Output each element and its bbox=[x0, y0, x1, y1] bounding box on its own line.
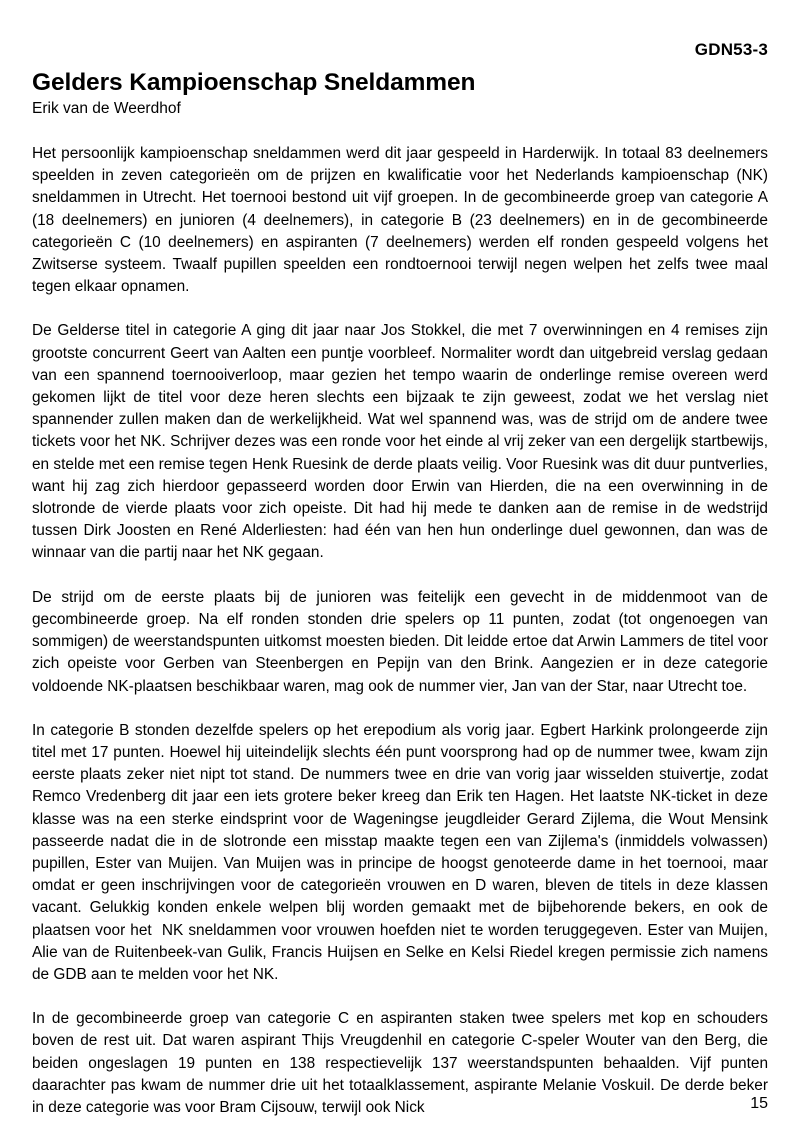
page-number: 15 bbox=[750, 1095, 768, 1112]
body-paragraph: De strijd om de eerste plaats bij de junioren was feitelijk een gevecht in de middenmoot van de gecombineerde groep. Na elf ronden stonden drie spelers op 11 punten, zodat (tot ongenoegen van sommigen) de weerstandspunten uitkomst moesten bieden. Dit leidde ertoe dat Arwin Lammers de titel voor zich opeiste voor Gerben van Steenbergen en Pepijn van den Brink. Aangezien er in deze categorie voldoende NK-plaatsen beschikbaar waren, mag ook de nummer vier, Jan van der Star, naar Utrecht toe. bbox=[32, 588, 773, 695]
page-title: Gelders Kampioenschap Sneldammen bbox=[32, 69, 476, 96]
body-paragraph: In de gecombineerde groep van categorie C en aspiranten staken twee spelers met kop en schouders boven de rest uit. Dat waren aspirant Thijs Vreugdenhil en categorie C-speler Wouter van den Berg, die beiden ongeslagen 19 punten en 138 respectievelijk 137 weerstandspunten behaalden. Vijf punten daarachter pas kwam de nummer drie uit het totaalklassement, aspirante Melanie Voskuil. De derde beker in deze categorie was voor Bram Cijsouw, terwijl ook Nick bbox=[32, 1010, 773, 1116]
body-paragraph: De Gelderse titel in categorie A ging dit jaar naar Jos Stokkel, die met 7 overwinningen en 4 remises zijn grootste concurrent Geert van Aalten een puntje voorbleef. Normaliter wordt dan uitgebreid verslag gedaan van een spannend toernooiverloop, maar gezien het tempo waarin de onderlinge remise overeen werd gekomen lijkt de titel voor deze heren slechts een bijzaak te zijn geweest, zodat we het verslag niet spannender zullen maken dan de werkelijkheid. Wat wel spannend was, was de strijd om de andere twee tickets voor het NK. Schrijver dezes was een ronde voor het einde al vrij zeker van een dergelijk startbewijs, en stelde met een remise tegen Henk Ruesink de derde plaats veilig. Voor Ruesink was dit duur puntverlies, want hij zag zich hierdoor gepasseerd worden door Erwin van Hierden, die na een overwinning in de slotronde de vierde plaats voor zich opeiste. Dit had hij mede te danken aan de remise in de wedstrijd tussen Dirk Joosten en René Alderliesten: had één van hen hun onderlinge duel gewonnen, dan was de winnaar van die partij naar het NK gegaan. bbox=[32, 322, 773, 562]
title-block bbox=[32, 69, 768, 119]
body-paragraph: Het persoonlijk kampioenschap sneldammen werd dit jaar gespeeld in Harderwijk. In totaal 83 deelnemers speelden in zeven categorieën om de prijzen en kwalificatie voor het Nederlands kampioenschap (NK) sneldammen in Utrecht. Het toernooi bestond uit vijf groepen. In de gecombineerde groep van categorie A (18 deelnemers) en junioren (4 deelnemers), in categorie B (23 deelnemers) en in de gecombineerde categorieën C (10 deelnemers) en aspiranten (7 deelnemers) werden elf ronden gespeeld volgens het Zwitserse systeem. Twaalf pupillen speelden een rondtoernooi terwijl negen welpen het zelfs twee maal tegen elkaar opnamen. bbox=[32, 145, 773, 296]
body-paragraph: In categorie B stonden dezelfde spelers op het erepodium als vorig jaar. Egbert Harkink prolongeerde zijn titel met 17 punten. Hoewel hij uiteindelijk slechts één punt voorsprong had op de nummer twee, kwam zijn eerste plaats zeker niet nipt tot stand. De nummers twee en drie van vorig jaar wisselden stuivertje, zodat Remco Vredenberg dit jaar een iets grotere beker kreeg dan Erik ten Hagen. Het laatste NK-ticket in deze klasse was na een sterke eindsprint voor de Wageningse jeugdleider Gerard Zijlema, die Wout Mensink passeerde nadat die in de slotronde een misstap maakte tegen een van Zijlema's (inmiddels volwassen) pupillen, Ester van Muijen. Van Muijen was in principe de hoogst genoteerde dame in het toernooi, maar omdat er geen inschrijvingen voor de categorieën vrouwen en D waren, bleven de titels in deze klassen vacant. Gelukkig konden enkele welpen blij worden gemaakt met de bijbehorende bekers, en ook de plaatsen voor het NK sneldammen voor vrouwen hoefden niet te worden teruggegeven. Ester van Muijen, Alie van de Ruitenbeek-van Gulik, Francis Huijsen en Selke en Kelsi Riedel kregen permissie zich namens de GDB aan te melden voor het NK. bbox=[32, 721, 773, 983]
document-code: GDN53-3 bbox=[694, 40, 768, 59]
document-footer bbox=[32, 1096, 768, 1112]
article-author: Erik van de Weerdhof bbox=[32, 100, 181, 118]
document-header bbox=[32, 0, 768, 58]
article-body bbox=[32, 143, 773, 1119]
